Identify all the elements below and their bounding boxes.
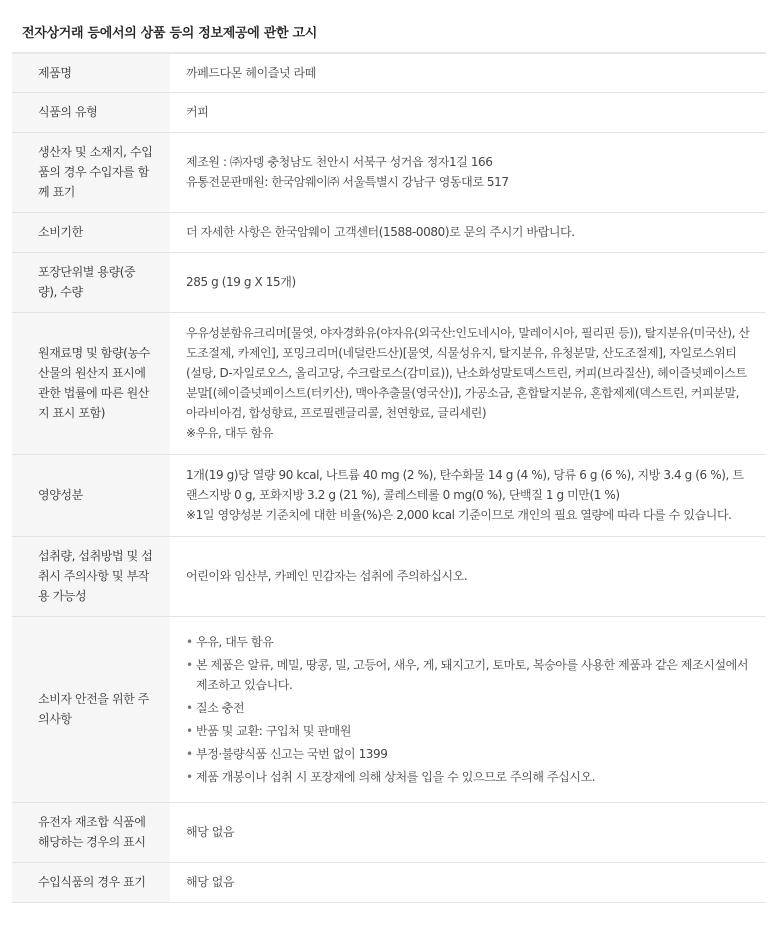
table-row: [12, 862, 766, 902]
notice-title: 전자상거래 등에서의 상품 등의 정보제공에 관한 고시: [22, 26, 318, 41]
nutrition-note: ※1일 영양성분 기준치에 대한 비율(%)은 2,000 kcal 기준이므로 개인의 필요 열량에 따라 다를 수 있습니다.: [186, 508, 732, 522]
row-key: 원재료명 및 함량(농수산물의 원산지 표시에 관한 법률에 따른 원산지 표시 포함): [12, 312, 170, 454]
ingredients-text: 우유성분함유크리머[물엿, 야자경화유(야자유(외국산:인도네시아, 말레이시아, 필리핀 등)), 탈지분유(미국산), 산도조절제, 카제인], 포밍크리머(네덜란드산)[물엿, 식물성유지, 탈지분유, 유청분말, 산도조절제], 자일로스위티(설탕, D-자일로오스, 올리고당, 수크랄로스(감미료)), 난소화성말토덱스트린, 커피(브라질산), 헤이즐넛페이스트분말[(헤이즐넛페이스트(터키산), 맥아추출물(영국산)], 가공소금, 혼합탈지분유, 혼합제제(덱스트린, 커피분말, 아라비아검, 합성향료, 프로필렌글리콜, 천연향료, 글리세린): [186, 326, 750, 420]
manufacturer-line: 제조원 : ㈜자뎅 충청남도 천안시 서북구 성거읍 정자1길 166: [186, 155, 493, 169]
table-row: [12, 212, 766, 252]
nutrition-text: 1개(19 g)당 열량 90 kcal, 나트륨 40 mg (2 %), 탄수화물 14 g (4 %), 당류 6 g (6 %), 지방 3.4 g (6 %), 트랜스지방 0 g, 포화지방 3.2 g (21 %), 콜레스테롤 0 mg(0 %), 단백질 1 g 미만(1 %): [186, 468, 744, 502]
row-value: 해당 없음: [170, 862, 766, 902]
row-value: 까페드다몬 헤이즐넛 라떼: [170, 54, 766, 92]
list-item: • 본 제품은 알류, 메밀, 땅콩, 밀, 고등어, 새우, 게, 돼지고기, 토마토, 복숭아를 사용한 제품과 같은 제조시설에서 제조하고 있습니다.: [186, 655, 750, 695]
row-value: 해당 없음: [170, 802, 766, 862]
row-value: 더 자세한 사항은 한국암웨이 고객센터(1588-0080)로 문의 주시기 바랍니다.: [170, 212, 766, 252]
row-value: [170, 132, 766, 212]
table-row: [12, 54, 766, 92]
table-row: [12, 252, 766, 312]
distributor-line: 유통전문판매원: 한국암웨이㈜ 서울특별시 강남구 영동대로 517: [186, 175, 509, 189]
list-item: • 제품 개봉이나 섭취 시 포장재에 의해 상처를 입을 수 있으므로 주의해 주십시오.: [186, 767, 750, 787]
row-value: [170, 312, 766, 454]
allergen-note: ※우유, 대두 함유: [186, 426, 274, 440]
list-item: • 반품 및 교환: 구입처 및 판매원: [186, 721, 750, 741]
row-key: 소비기한: [12, 212, 170, 252]
list-item: • 우유, 대두 함유: [186, 632, 750, 652]
row-key: 섭취량, 섭취방법 및 섭취시 주의사항 및 부작용 가능성: [12, 536, 170, 616]
table-row: [12, 802, 766, 862]
row-value: 커피: [170, 92, 766, 132]
info-table: [12, 54, 766, 903]
list-item: • 질소 충전: [186, 698, 750, 718]
row-value: 285 g (19 g X 15개): [170, 252, 766, 312]
row-key: 수입식품의 경우 표기: [12, 862, 170, 902]
row-key: 소비자 안전을 위한 주의사항: [12, 616, 170, 802]
row-value: [170, 454, 766, 536]
row-value: 어린이와 임산부, 카페인 민감자는 섭취에 주의하십시오.: [170, 536, 766, 616]
table-row: [12, 312, 766, 454]
row-key: 유전자 재조합 식품에 해당하는 경우의 표시: [12, 802, 170, 862]
row-key: 포장단위별 용량(중량), 수량: [12, 252, 170, 312]
table-row: [12, 454, 766, 536]
table-row: [12, 132, 766, 212]
table-row: [12, 536, 766, 616]
row-key: 식품의 유형: [12, 92, 170, 132]
caution-list: [186, 632, 750, 787]
table-row: [12, 92, 766, 132]
list-item: • 부정·불량식품 신고는 국번 없이 1399: [186, 744, 750, 764]
row-key: 영양성분: [12, 454, 170, 536]
row-key: 제품명: [12, 54, 170, 92]
row-key: 생산자 및 소재지, 수입품의 경우 수입자를 함께 표기: [12, 132, 170, 212]
row-value: [170, 616, 766, 802]
table-row: [12, 616, 766, 802]
